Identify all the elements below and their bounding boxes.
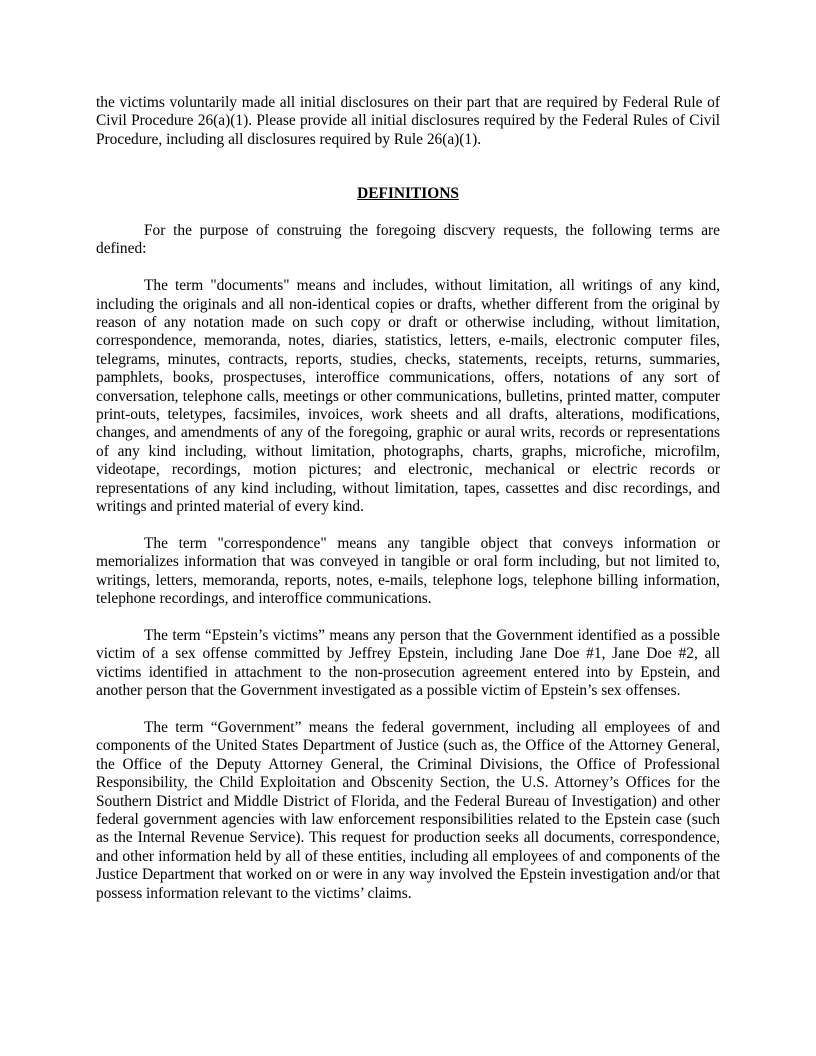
definitions-heading: DEFINITIONS <box>357 185 459 203</box>
intro-paragraph: the victims voluntarily made all initial disclosures on their part that are required by Federal Rule of Civil Procedure 26(a)(1). Please provide all initial disclosures required by the Federal Rules of Civil Procedure, including all disclosures required by Rule 26(a)(1). <box>96 94 720 148</box>
definition-government-paragraph: The term “Government” means the federal government, including all employees of and components of the United States Department of Justice (such as, the Office of the Attorney General, the Office of the Deputy Attorney General, the Criminal Divisions, the Office of Professional Responsibility, the Child Exploitation and Obscenity Section, the U.S. Attorney’s Offices for the Southern District and Middle District of Florida, and the Federal Bureau of Investigation) and other federal government agencies with law enforcement responsibilities related to the Epstein case (such as the Internal Revenue Service). This request for production seeks all documents, correspondence, and other information held by all of these entities, including all employees of and components of the Justice Department that worked on or were in any way involved the Epstein investigation and/or that possess information relevant to the victims’ claims. <box>96 718 720 902</box>
definition-correspondence-paragraph: The term "correspondence" means any tangible object that conveys information or memorializes information that was conveyed in tangible or oral form including, but not limited to, writings, letters, memoranda, reports, notes, e-mails, telephone logs, telephone billing information, telephone recordings, and interoffice communications. <box>96 534 720 608</box>
definitions-preamble-paragraph: For the purpose of construing the foregoing discvery requests, the following terms are defined: <box>96 222 720 258</box>
definition-epsteins-victims-paragraph: The term “Epstein’s victims” means any person that the Government identified as a possible victim of a sex offense committed by Jeffrey Epstein, including Jane Doe #1, Jane Doe #2, all victims identified in attachment to the non-prosecution agreement entered into by Epstein, and another person that the Government investigated as a possible victim of Epstein’s sex offenses. <box>96 626 720 700</box>
definition-documents-paragraph: The term "documents" means and includes, without limitation, all writings of any kind, including the originals and all non-identical copies or drafts, whether different from the original by reason of any notation made on such copy or draft or otherwise including, without limitation, correspondence, memoranda, notes, diaries, statistics, letters, e-mails, electronic computer files, telegrams, minutes, contracts, reports, studies, checks, statements, receipts, returns, summaries, pamphlets, books, prospectuses, interoffice communications, offers, notations of any sort of conversation, telephone calls, meetings or other communications, bulletins, printed matter, computer print-outs, teletypes, facsimiles, invoices, work sheets and all drafts, alterations, modifications, changes, and amendments of any of the foregoing, graphic or aural writs, records or representations of any kind including, without limitation, photographs, charts, graphs, microfiche, microfilm, videotape, recordings, motion pictures; and electronic, mechanical or electric records or representations of any kind including, without limitation, tapes, cassettes and disc recordings, and writings and printed material of every kind. <box>96 277 720 516</box>
document-page <box>96 94 720 921</box>
